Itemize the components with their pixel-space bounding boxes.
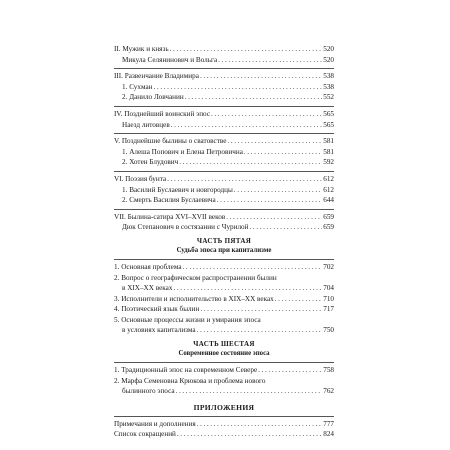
toc-entry: [114, 315, 334, 326]
toc-entry: [114, 376, 334, 387]
toc-entry: [114, 283, 334, 294]
toc-entry-page: 592: [323, 158, 334, 167]
toc-entry-title: V. Позднейшие былины о сватовстве: [114, 137, 227, 146]
toc-entry-title: 2. Смерть Василия Буслаевича: [122, 196, 216, 205]
toc-entry-title: IV. Позднейший воинский эпос: [114, 109, 211, 118]
toc-entry-page: 659: [323, 223, 334, 232]
toc-entry: [114, 71, 334, 82]
toc-entry: [114, 109, 334, 120]
toc-entry: [114, 195, 334, 206]
toc-entry-page: 538: [323, 82, 334, 91]
toc-entry-page: 581: [323, 137, 334, 146]
toc-entry-title: 2. Хотен Блудович: [122, 158, 179, 167]
toc-entry-title: 1. Традиционный эпос на современном Севере: [114, 366, 258, 375]
divider: [114, 106, 334, 107]
toc-entry-title: 5. Основные процессы жизни и умирания эпоса: [114, 315, 261, 324]
toc-entry-page: 702: [323, 262, 334, 271]
toc-entry: [114, 222, 334, 233]
toc-entry: [114, 185, 334, 196]
toc-entry-title: в XIX–XX веках: [122, 284, 173, 293]
table-of-contents: [114, 44, 334, 440]
toc-entry: [114, 157, 334, 168]
toc-entry-page: 717: [323, 305, 334, 314]
toc-entry: [114, 92, 334, 103]
divider: [114, 259, 334, 260]
toc-entry-page: 758: [323, 366, 334, 375]
toc-entry: [114, 386, 334, 397]
toc-entry-title: 4. Поэтический язык былин: [114, 305, 200, 314]
toc-entry-page: 612: [323, 185, 334, 194]
toc-entry: [114, 294, 334, 305]
toc-entry-title: 2. Данило Ловчанин: [122, 93, 184, 102]
toc-entry-page: 644: [323, 196, 334, 205]
toc-entry: [114, 262, 334, 273]
toc-entry-title: III. Развенчание Владимира: [114, 72, 199, 81]
toc-entry-page: 824: [323, 430, 334, 439]
toc-entry-title: Микула Селянинович и Вольга: [122, 55, 218, 64]
toc-entry-page: 750: [323, 326, 334, 335]
part-heading: ЧАСТЬ ШЕСТАЯ: [193, 340, 255, 349]
part-subtitle: Современное состояние эпоса: [178, 350, 270, 358]
toc-entry-page: 552: [323, 93, 334, 102]
toc-entry: [114, 419, 334, 430]
toc-entry-title: 1. Алеша Попович и Елена Петровична: [122, 147, 243, 156]
toc-entry-title: 1. Василий Буслаевич и новгородцы: [122, 185, 233, 194]
toc-entry: [114, 365, 334, 376]
part-heading: ЧАСТЬ ПЯТАЯ: [196, 236, 252, 245]
toc-entry: [114, 136, 334, 147]
toc-entry: [114, 273, 334, 284]
toc-entry-title: 3. Исполнители и исполнительство в XIX–XX веках: [114, 294, 274, 303]
divider: [114, 416, 334, 417]
toc-entry-title: Список сокращений: [114, 430, 176, 439]
toc-entry-page: 520: [323, 55, 334, 64]
toc-entry-page: 565: [323, 120, 334, 129]
toc-entry-title: 2. Марфа Семеновна Крюкова и проблема нового: [114, 376, 266, 385]
toc-entry-title: былинного эпоса: [122, 387, 175, 396]
toc-entry-title: 1. Сухман: [122, 82, 153, 91]
toc-entry-page: 538: [323, 72, 334, 81]
toc-entry: [114, 174, 334, 185]
toc-entry: [114, 304, 334, 315]
toc-entry-page: 777: [323, 419, 334, 428]
toc-entry-page: 704: [323, 284, 334, 293]
toc-entry-page: 710: [323, 294, 334, 303]
toc-entry-title: 1. Основная проблема: [114, 262, 182, 271]
toc-entry: [114, 429, 334, 440]
toc-entry-page: 565: [323, 109, 334, 118]
toc-entry-title: Наезд литовцев: [122, 120, 170, 129]
toc-entry-title: II. Мужик и князь: [114, 45, 169, 53]
toc-entry-title: Дюк Степанович в состязании с Чурилой: [122, 223, 249, 232]
toc-entry-page: 659: [323, 212, 334, 221]
toc-entry-title: 2. Вопрос о географическом распространении былин: [114, 273, 277, 282]
divider: [114, 133, 334, 134]
divider: [114, 362, 334, 363]
toc-entry: [114, 212, 334, 223]
toc-entry: [114, 147, 334, 158]
toc-entry: [114, 44, 334, 55]
toc-entry-page: 581: [323, 147, 334, 156]
toc-entry-title: в условиях капитализма: [122, 326, 196, 335]
toc-entry-title: VI. Поэзия бунта: [114, 174, 167, 183]
toc-entry: [114, 55, 334, 66]
toc-entry-title: VII. Былина-сатира XVI–XVII веков: [114, 212, 226, 221]
toc-entry-title: Примечания и дополнения: [114, 419, 196, 428]
appendix-heading: ПРИЛОЖЕНИЯ: [193, 402, 255, 412]
toc-entry: [114, 120, 334, 131]
toc-entry: [114, 82, 334, 93]
toc-entry-page: 762: [323, 387, 334, 396]
divider: [114, 171, 334, 172]
divider: [114, 68, 334, 69]
part-subtitle: Судьба эпоса при капитализме: [176, 246, 272, 254]
divider: [114, 209, 334, 210]
toc-entry: [114, 325, 334, 336]
toc-entry-page: 612: [323, 174, 334, 183]
toc-entry-page: 520: [323, 45, 334, 53]
